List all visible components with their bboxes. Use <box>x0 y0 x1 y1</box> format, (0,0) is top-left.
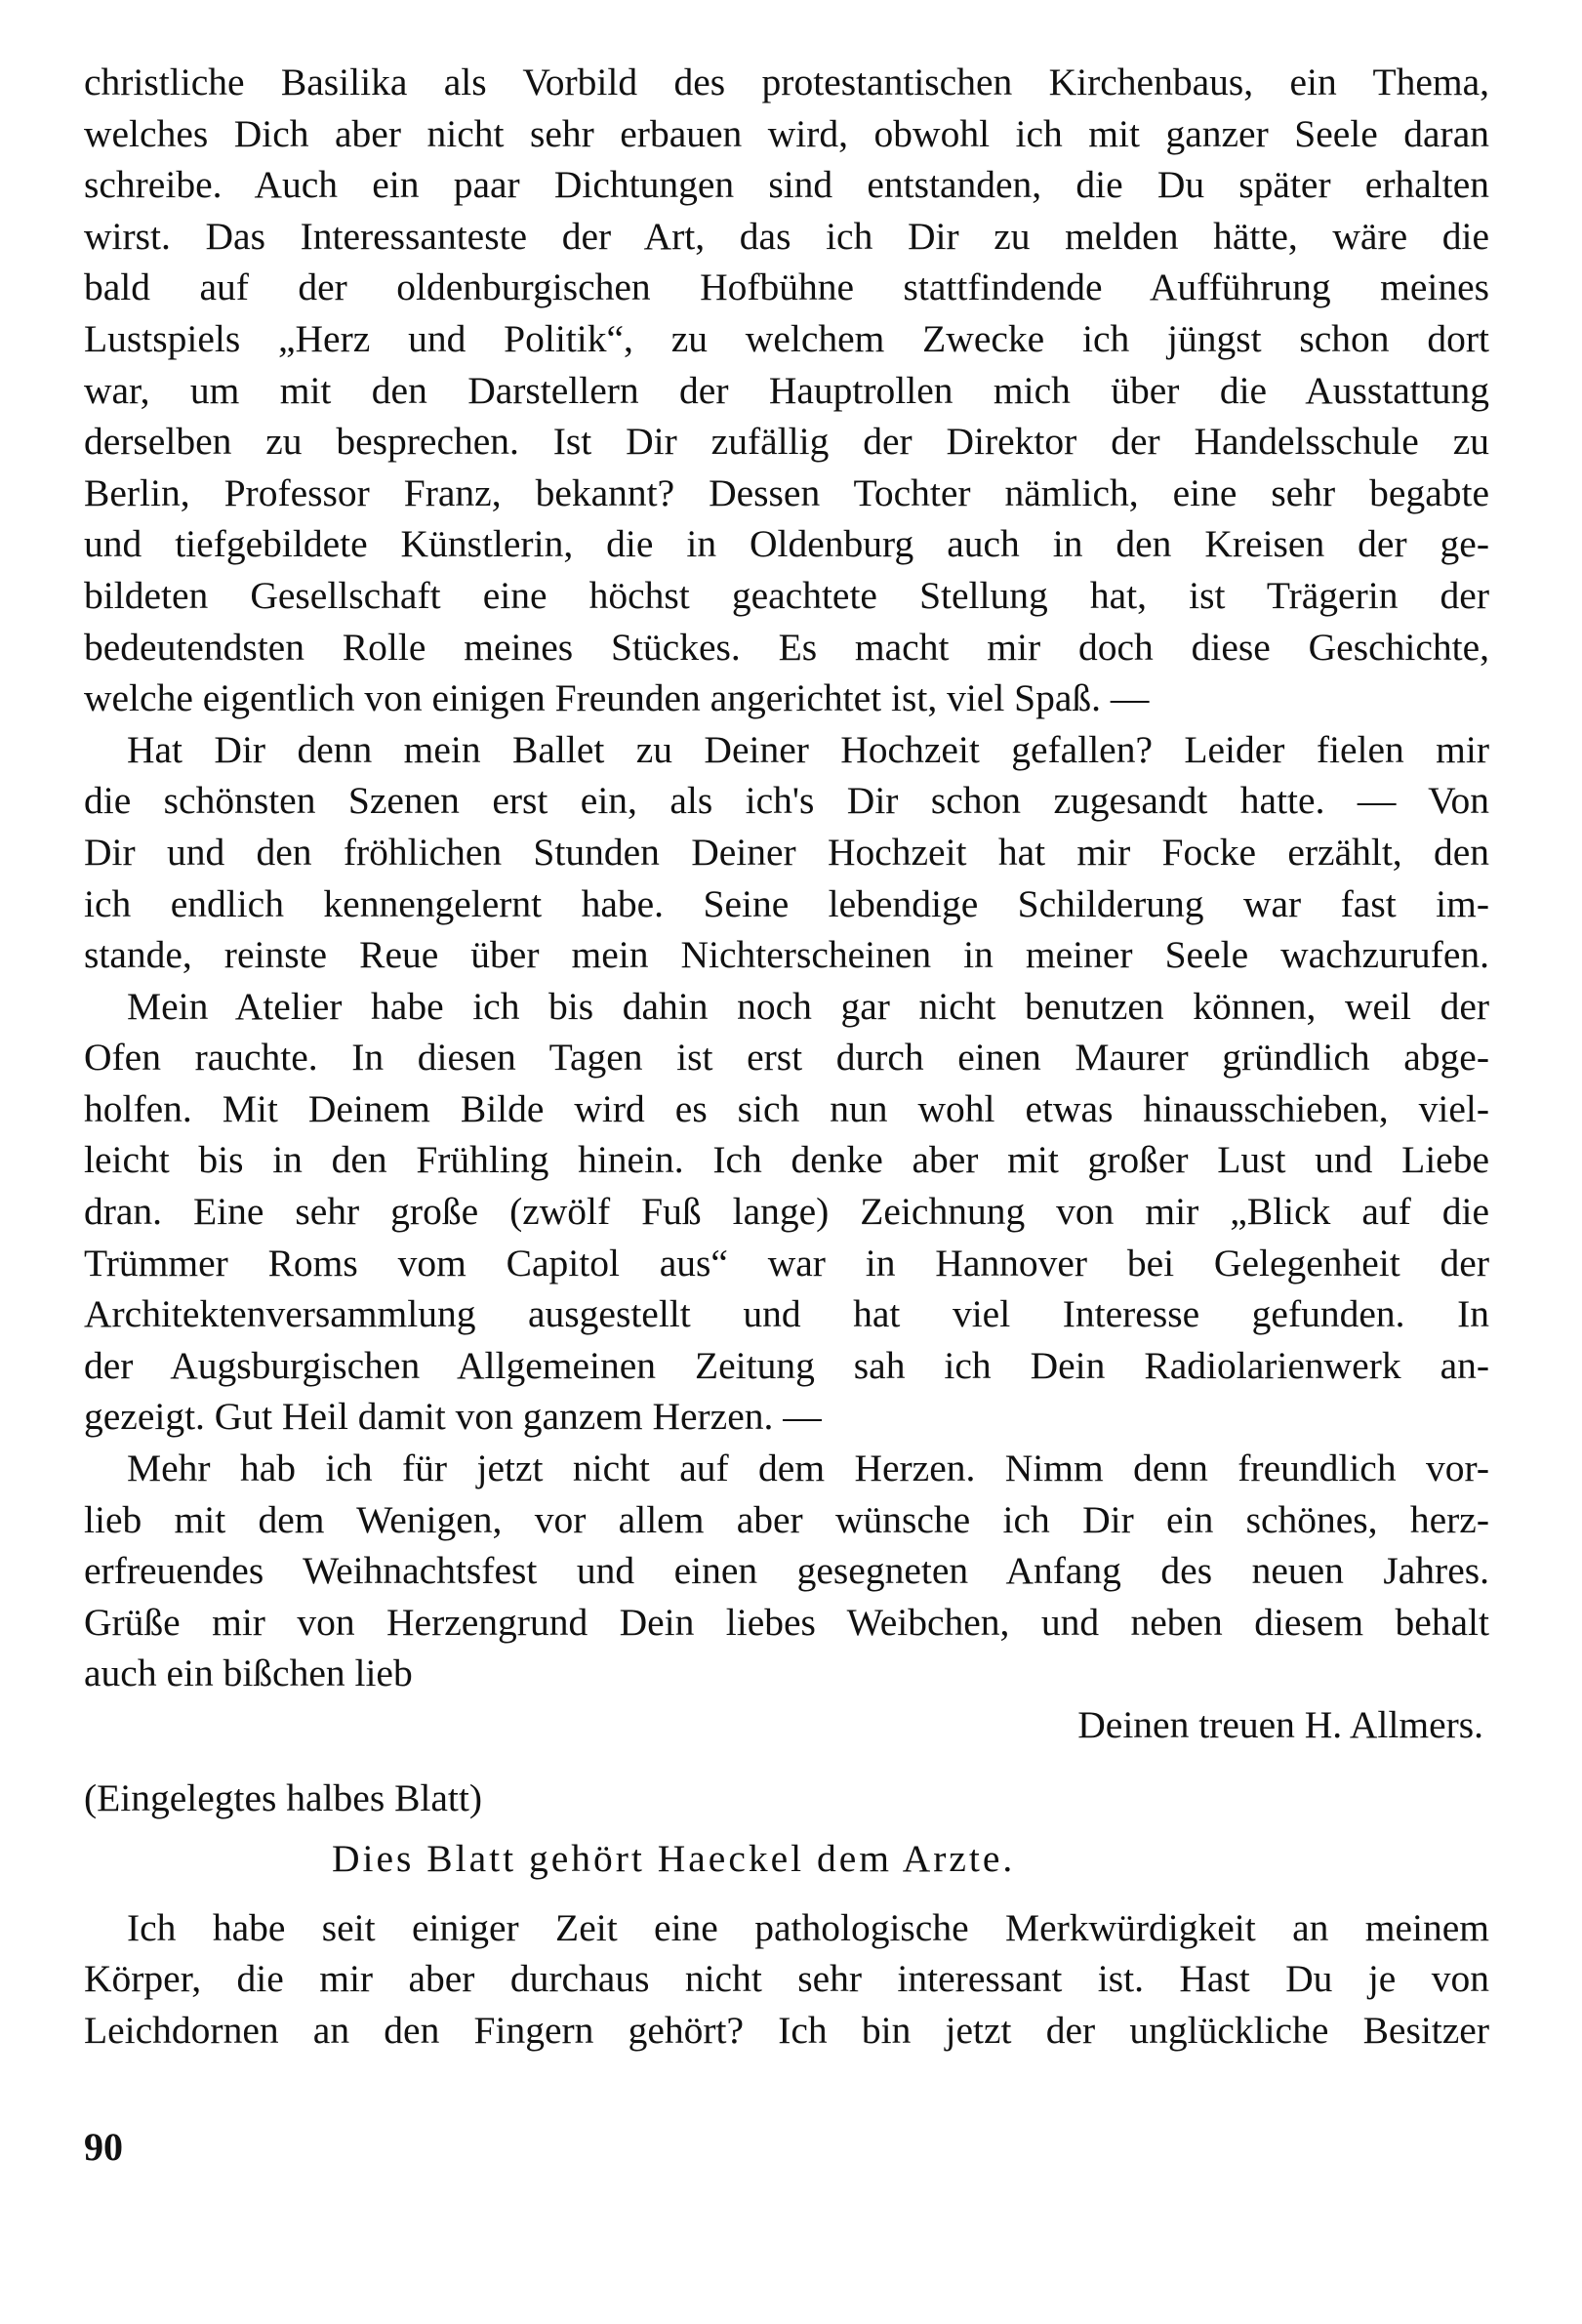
text-line: bildeten Gesellschaft eine höchst geachtete Stellung hat, ist Trägerin der <box>84 573 1489 617</box>
text-line: wirst. Das Interessanteste der Art, das ich Dir zu melden hätte, wäre die <box>84 214 1489 258</box>
text-line: stande, reinste Reue über mein Nichterscheinen in meiner Seele wachzurufen. <box>84 933 1489 977</box>
text-line: welches Dich aber nicht sehr erbauen wird, obwohl ich mit ganzer Seele daran <box>84 111 1489 155</box>
text-line: und tiefgebildete Künstlerin, die in Oldenburg auch in den Kreisen der ge- <box>84 522 1489 566</box>
text-line: die schönsten Szenen erst ein, als ich's Dir schon zugesandt hatte. — Von <box>84 779 1489 823</box>
paragraph-start-line: Hat Dir denn mein Ballet zu Deiner Hochzeit gefallen? Leider fielen mir <box>127 727 1489 771</box>
text-line: war, um mit den Darstellern der Hauptrollen mich über die Ausstattung <box>84 368 1489 412</box>
text-line: der Augsburgischen Allgemeinen Zeitung sah ich Dein Radiolarienwerk an- <box>84 1343 1489 1387</box>
text-line: ich endlich kennengelernt habe. Seine lebendige Schilderung war fast im- <box>84 881 1489 925</box>
paragraph-start-line: Ich habe seit einiger Zeit eine pathologische Merkwürdigkeit an meinem <box>127 1905 1489 1949</box>
text-line: Körper, die mir aber durchaus nicht sehr interessant ist. Hast Du je von <box>84 1957 1489 2001</box>
text-line: auch ein bißchen lieb <box>84 1651 413 1695</box>
text-line: holfen. Mit Deinem Bilde wird es sich nun wohl etwas hinausschieben, viel- <box>84 1086 1489 1130</box>
text-line: Dir und den fröhlichen Stunden Deiner Hochzeit hat mir Focke erzählt, den <box>84 830 1489 874</box>
text-line: Ofen rauchte. In diesen Tagen ist erst durch einen Maurer gründlich abge- <box>84 1036 1489 1080</box>
text-line: erfreuendes Weihnachtsfest und einen gesegneten Anfang des neuen Jahres. <box>84 1549 1489 1593</box>
text-line: dran. Eine sehr große (zwölf Fuß lange) Zeichnung von mir „Blick auf die <box>84 1190 1489 1234</box>
text-line: bald auf der oldenburgischen Hofbühne stattfindende Aufführung meines <box>84 265 1489 309</box>
text-line: bedeutendsten Rolle meines Stückes. Es macht mir doch diese Geschichte, <box>84 625 1489 669</box>
page-number: 90 <box>84 2125 123 2169</box>
enclosure-note: (Eingelegtes halbes Blatt) <box>84 1775 483 1819</box>
signature: Deinen treuen H. Allmers. <box>1077 1703 1483 1746</box>
text-line: Architektenversammlung ausgestellt und hat viel Interesse gefunden. In <box>84 1292 1489 1336</box>
letter-page <box>84 57 1489 2057</box>
text-line: Berlin, Professor Franz, bekannt? Dessen Tochter nämlich, eine sehr begabte <box>84 470 1489 514</box>
enclosure-heading: Dies Blatt gehört Haeckel dem Arzte. <box>332 1837 1016 1881</box>
text-line: gezeigt. Gut Heil damit von ganzem Herzen. — <box>84 1395 822 1439</box>
text-line: leicht bis in den Frühling hinein. Ich denke aber mit großer Lust und Liebe <box>84 1138 1489 1182</box>
text-line: Grüße mir von Herzengrund Dein liebes Weibchen, und neben diesem behalt <box>84 1600 1489 1644</box>
text-line: Leichdornen an den Fingern gehört? Ich bin jetzt der unglückliche Besitzer <box>84 2008 1489 2052</box>
paragraph-start-line: Mehr hab ich für jetzt nicht auf dem Herzen. Nimm denn freundlich vor- <box>127 1447 1489 1490</box>
text-line: schreibe. Auch ein paar Dichtungen sind entstanden, die Du später erhalten <box>84 163 1489 207</box>
text-line: Lustspiels „Herz und Politik“, zu welchem Zwecke ich jüngst schon dort <box>84 316 1489 360</box>
text-line: lieb mit dem Wenigen, vor allem aber wünsche ich Dir ein schönes, herz- <box>84 1497 1489 1541</box>
text-line: welche eigentlich von einigen Freunden angerichtet ist, viel Spaß. — <box>84 676 1150 720</box>
text-line: Trümmer Roms vom Capitol aus“ war in Hannover bei Gelegenheit der <box>84 1241 1489 1284</box>
paragraph-start-line: Mein Atelier habe ich bis dahin noch gar nicht benutzen können, weil der <box>127 984 1489 1028</box>
text-line: christliche Basilika als Vorbild des protestantischen Kirchenbaus, ein Thema, <box>84 61 1489 103</box>
text-line: derselben zu besprechen. Ist Dir zufällig der Direktor der Handelsschule zu <box>84 420 1489 464</box>
